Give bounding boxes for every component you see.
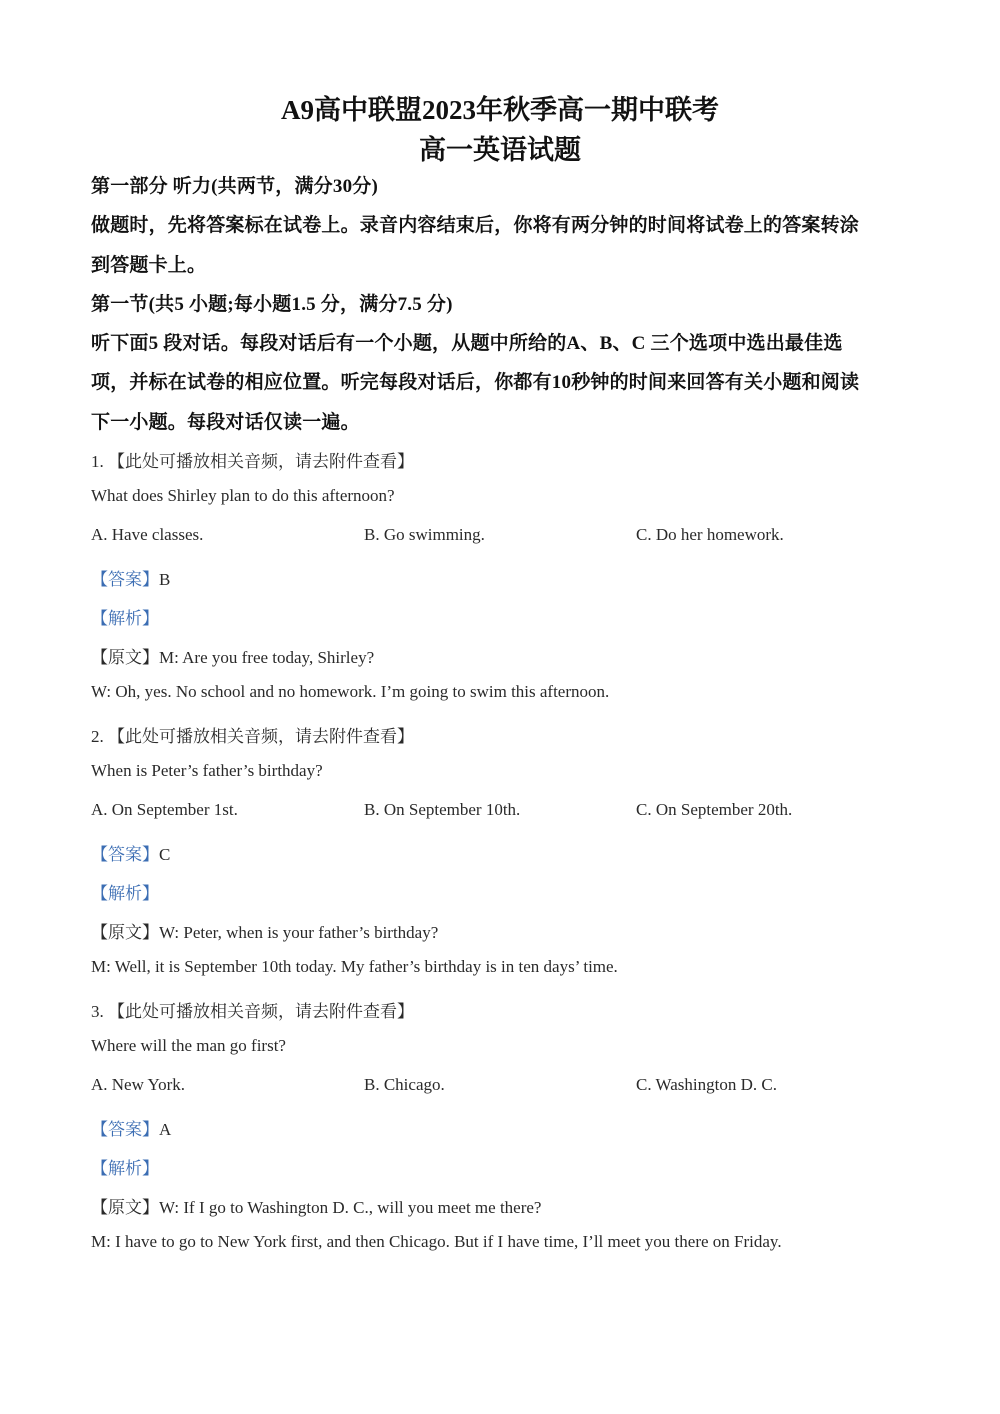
q2-option-a: A. On September 1st. — [91, 800, 238, 819]
q3-stem: Where will the man go first? — [91, 1036, 286, 1055]
q2-stem: When is Peter’s father’s birthday? — [91, 761, 323, 780]
q2-analysis-label: 【解析】 — [91, 884, 159, 903]
answer-label: 【答案】 — [91, 845, 159, 864]
q1-original-1: M: Are you free today, Shirley? — [159, 648, 375, 667]
answer-label: 【答案】 — [91, 1120, 159, 1139]
q3-audio[interactable]: 3. 【此处可播放相关音频，请去附件查看】 — [91, 1002, 414, 1021]
q2-original-2: M: Well, it is September 10th today. My father’s birthday is in ten days’ time. — [91, 957, 618, 976]
q1-option-b: B. Go swimming. — [364, 525, 485, 544]
answer-label: 【答案】 — [91, 570, 159, 589]
q3-original-2: M: I have to go to New York first, and then Chicago. But if I have time, I’ll meet you there on Friday. — [91, 1232, 782, 1251]
q2-option-c: C. On September 20th. — [636, 800, 793, 819]
q2-answer-row — [91, 840, 170, 865]
q1-analysis-label: 【解析】 — [91, 609, 159, 628]
q2-answer: C — [159, 845, 171, 864]
q2-audio[interactable]: 2. 【此处可播放相关音频，请去附件查看】 — [91, 727, 414, 746]
q1-stem: What does Shirley plan to do this afternoon? — [91, 486, 395, 505]
intro-line-2: 到答题卡上。 — [91, 255, 207, 276]
q1-original-row — [91, 643, 374, 668]
exam-title: A9高中联盟2023年秋季高一期中联考 — [281, 95, 719, 125]
q3-original-1: W: If I go to Washington D. C., will you meet me there? — [159, 1198, 542, 1217]
section-heading: 第一节(共5 小题;每小题1.5 分，满分7.5 分) — [91, 294, 453, 315]
q3-original-row — [91, 1193, 541, 1218]
original-label: 【原文】 — [91, 1198, 159, 1217]
q3-option-a: A. New York. — [91, 1075, 185, 1094]
original-label: 【原文】 — [91, 648, 159, 667]
part-heading: 第一部分 听力(共两节，满分30分) — [91, 176, 379, 197]
q3-analysis-label: 【解析】 — [91, 1159, 159, 1178]
q2-option-b: B. On September 10th. — [364, 800, 521, 819]
q3-option-c: C. Washington D. C. — [636, 1075, 777, 1094]
intro-line-1: 做题时，先将答案标在试卷上。录音内容结束后，你将有两分钟的时间将试卷上的答案转涂 — [91, 215, 860, 236]
q1-audio[interactable]: 1. 【此处可播放相关音频，请去附件查看】 — [91, 452, 414, 471]
q2-original-1: W: Peter, when is your father’s birthday? — [159, 923, 439, 942]
q1-option-a: A. Have classes. — [91, 525, 204, 544]
q1-option-c: C. Do her homework. — [636, 525, 784, 544]
q3-option-b: B. Chicago. — [364, 1075, 445, 1094]
q2-original-row — [91, 918, 438, 943]
q1-original-2: W: Oh, yes. No school and no homework. I’m going to swim this afternoon. — [91, 682, 610, 701]
section-line-2: 项，并标在试卷的相应位置。听完每段对话后，你都有10秒钟的时间来回答有关小题和阅读 — [91, 372, 860, 393]
q3-answer: A — [159, 1120, 172, 1139]
q1-answer-row — [91, 565, 170, 590]
exam-subtitle: 高一英语试题 — [419, 135, 581, 165]
section-line-3: 下一小题。每段对话仅读一遍。 — [91, 412, 360, 433]
q3-answer-row — [91, 1115, 171, 1140]
original-label: 【原文】 — [91, 923, 159, 942]
section-line-1: 听下面5 段对话。每段对话后有一个小题，从题中所给的A、B、C 三个选项中选出最佳选 — [91, 333, 843, 354]
q1-answer: B — [159, 570, 171, 589]
